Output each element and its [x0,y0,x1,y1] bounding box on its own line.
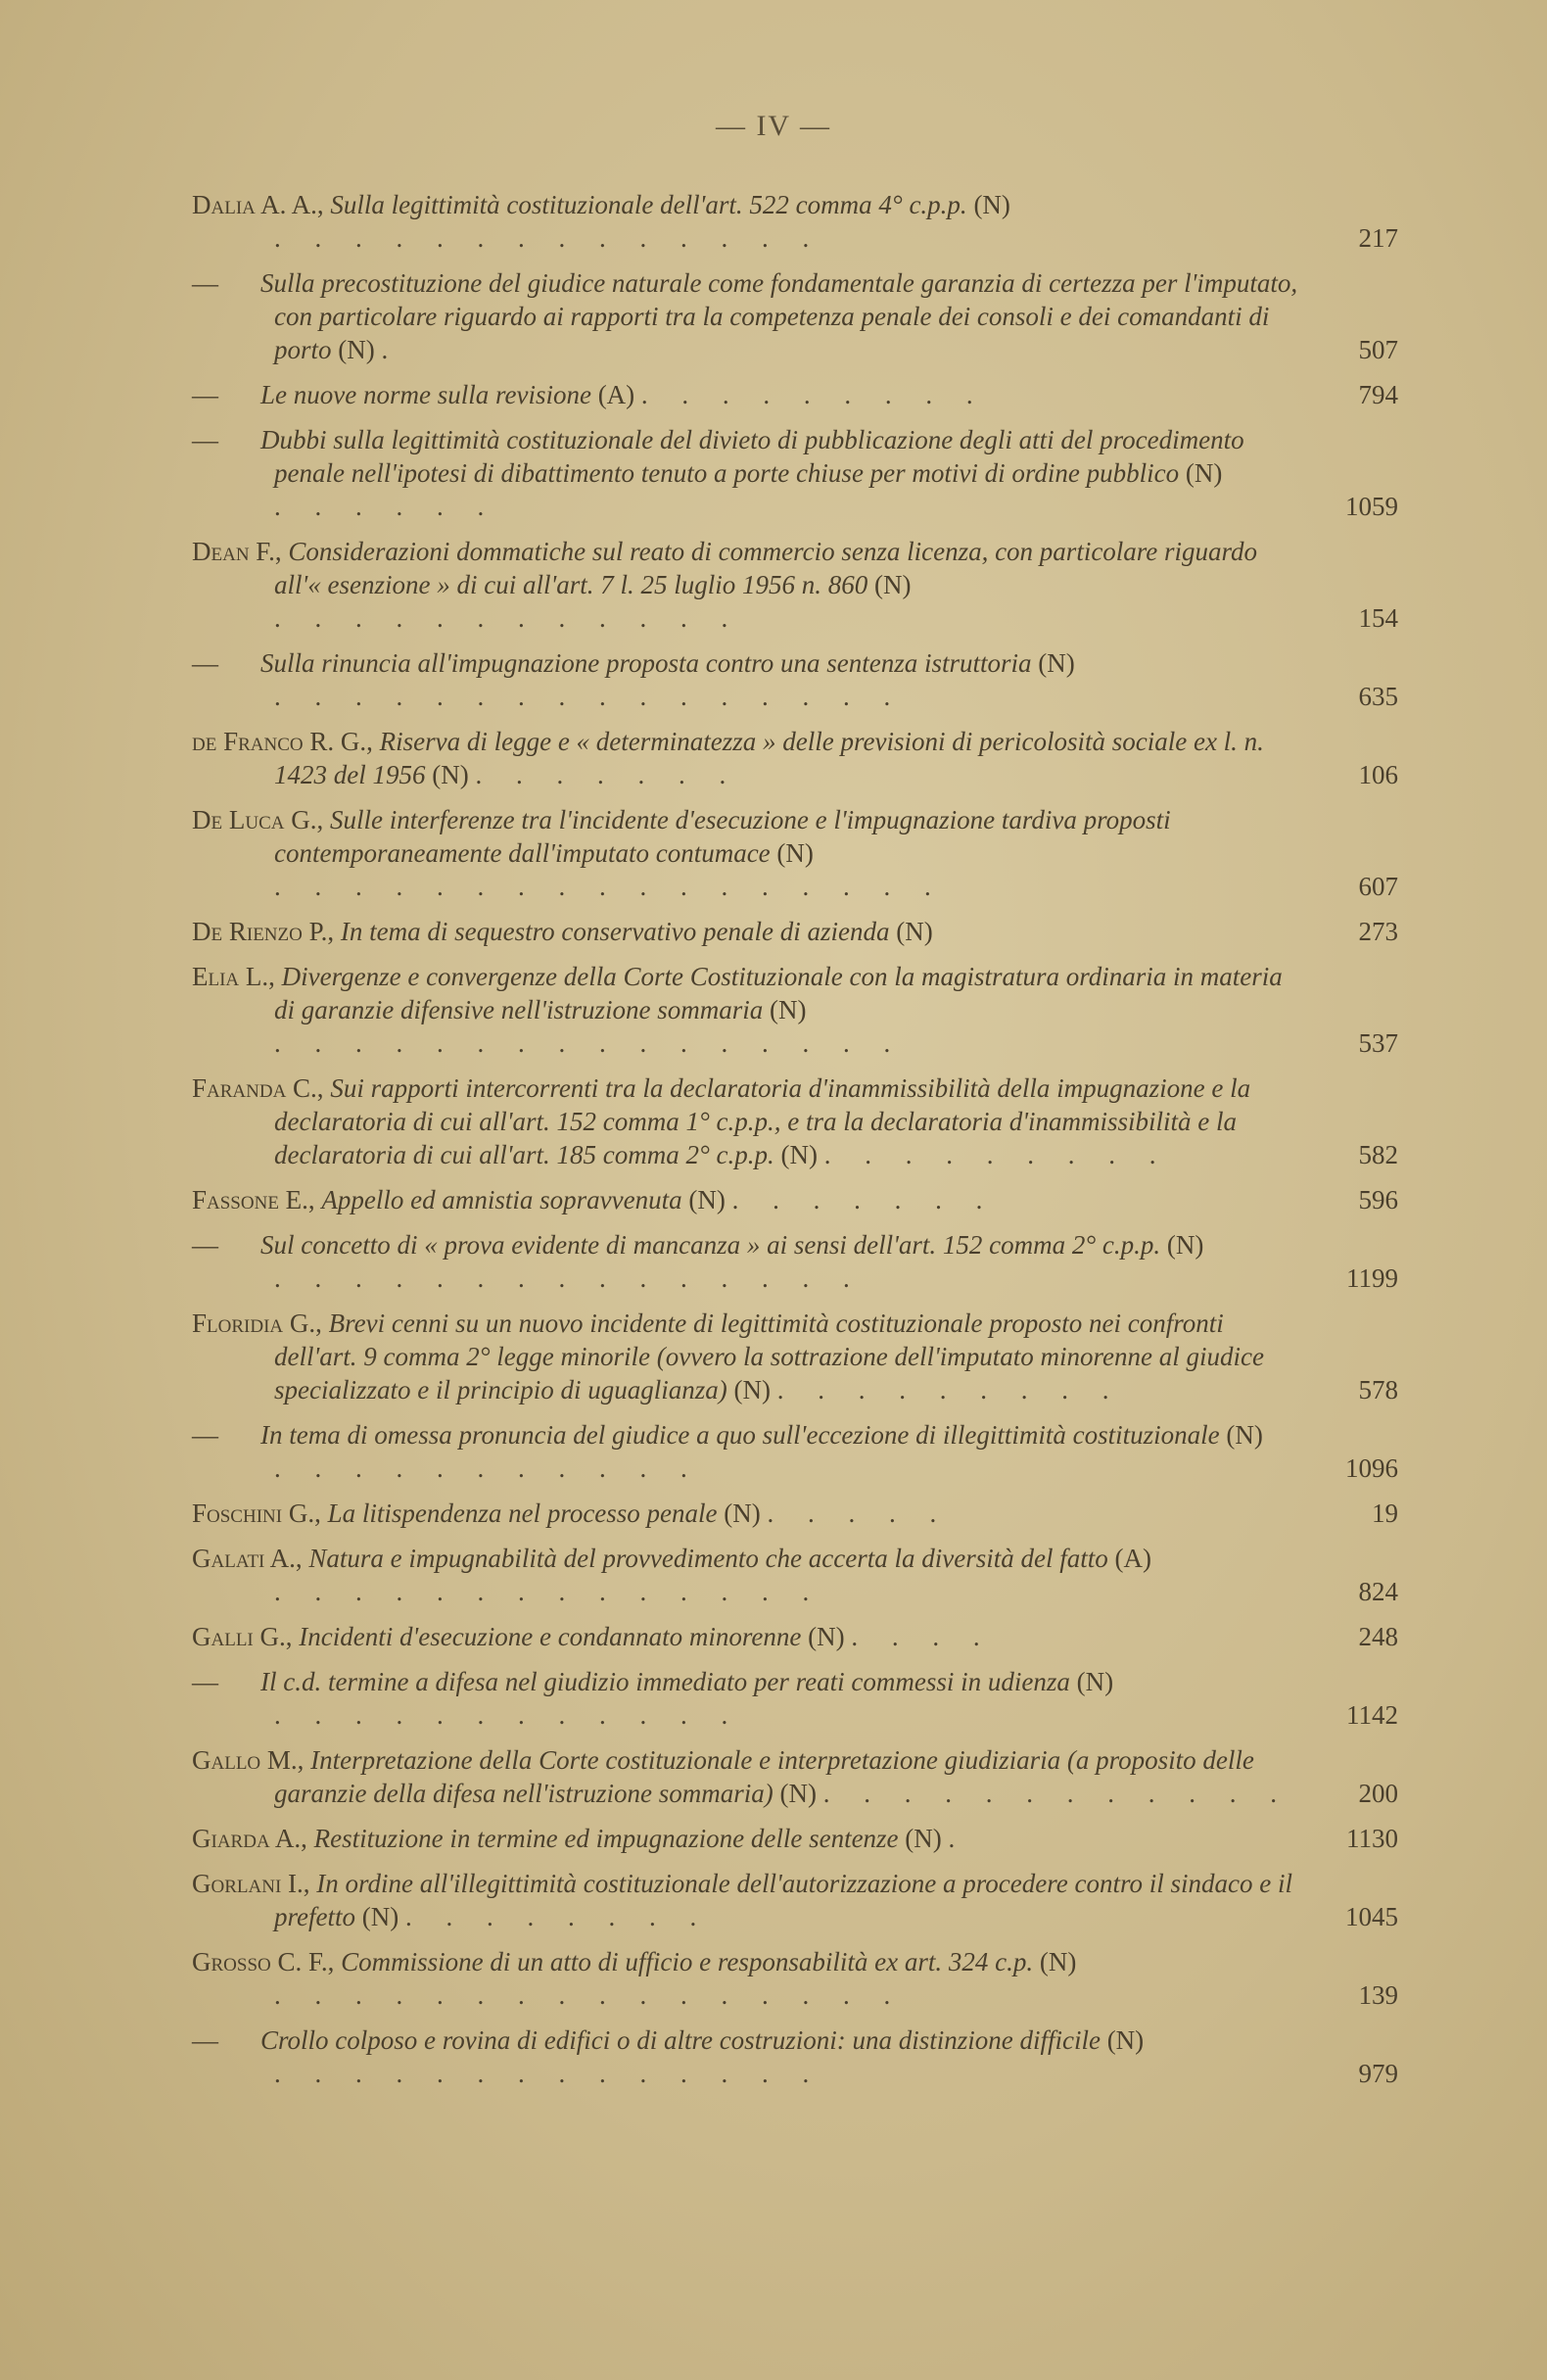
entry-type: (N) [724,1499,761,1528]
entry-page: 1045 [1345,1902,1398,1931]
entry-title: In tema di omessa pronuncia del giudice a quo sull'eccezione di illegittimità costituzionale [260,1420,1220,1450]
entry-type: (N) [770,995,807,1024]
index-entry [192,1183,1398,1216]
entry-author: Dalia A. A., [192,190,324,219]
index-entry [192,378,1398,411]
entry-title: In ordine all'illegittimità costituzionale dell'autorizzazione a procedere contro il sindaco e il prefetto [274,1869,1292,1931]
entry-page: 1142 [1346,1700,1398,1730]
dot-leader: . . . . . . . . . . . . . . [274,223,823,253]
dot-leader: . . . . . . . . . . . [274,1453,701,1483]
index-entry [192,803,1398,903]
dot-leader: . . . . . . . . . . . . . . . . [274,1028,905,1058]
dot-leader: . . . . . . . . . . . . [274,1700,742,1730]
index-entry [192,915,1398,948]
dot-leader: . . . . . . . . . . . . . . . . [274,1980,905,2010]
entry-type: (N) [779,1779,817,1808]
dot-leader: . . . . . . . [475,760,740,789]
entry-title: Divergenze e convergenze della Corte Costituzionale con la magistratura ordinaria in materia di garanzie difensive nell'istruzione sommaria [274,962,1283,1024]
entry-page: 139 [1358,1980,1398,2010]
entry-author: De Luca G., [192,805,324,834]
dot-leader: . . . . . . . . . . . . . . [274,1577,823,1606]
entry-page: 607 [1358,872,1398,901]
entry-page: 578 [1358,1375,1398,1404]
entry-author: — [192,2025,218,2055]
index-entry [192,725,1398,791]
index-entry [192,1867,1398,1933]
index-entry [192,1307,1398,1406]
entry-title: Commissione di un atto di ufficio e responsabilità ex art. 324 c.p. [341,1947,1034,1976]
entry-title: Le nuove norme sulla revisione [260,380,591,409]
dot-leader: . [948,1824,969,1853]
entry-title: Restituzione in termine ed impugnazione delle sentenze [313,1824,899,1853]
entry-author: Elia L., [192,962,275,991]
entry-author: — [192,380,218,409]
entry-author: De Rienzo P., [192,917,335,946]
dot-leader: . . . . . . . . [404,1902,711,1931]
entry-page: 537 [1358,1028,1398,1058]
entry-author: Gallo M., [192,1745,305,1775]
entry-author: Floridia G., [192,1309,322,1338]
entry-title: Sulla legittimità costituzionale dell'art. 522 comma 4° c.p.p. [330,190,967,219]
entry-title: Natura e impugnabilità del provvedimento che accerta la diversità del fatto [308,1544,1108,1573]
entry-author: — [192,1230,218,1260]
dot-leader: . . . . . . [274,492,498,521]
entry-type: (N) [780,1140,819,1169]
dot-leader: . . . . . . . . . [823,1140,1170,1169]
entry-page: 635 [1358,682,1398,711]
index-entry [192,1228,1398,1295]
entry-title: Sulle interferenze tra l'incidente d'esecuzione e l'impugnazione tardiva proposti contemporaneamente dall'imputato contumace [274,805,1171,868]
dot-leader: . . . . . [767,1499,951,1528]
index-entry [192,188,1398,255]
entry-page: 1059 [1345,492,1398,521]
dot-leader: . . . . . . . [731,1185,997,1214]
entry-page: 248 [1358,1622,1398,1651]
entry-page: 106 [1358,760,1398,789]
entry-author: — [192,1420,218,1450]
entry-author: Galati A., [192,1544,303,1573]
entry-title: Sulla precostituzione del giudice naturale come fondamentale garanzia di certezza per l'imputato, con particolare riguardo ai rapporti tra la competenza penale dei consoli e dei comandanti di porto [260,268,1298,364]
entry-type: (N) [361,1902,399,1931]
entry-title: Interpretazione della Corte costituzionale e interpretazione giudiziaria (a proposito delle garanzie della difesa nell'istruzione sommaria) [274,1745,1254,1808]
entry-type: (N) [776,838,814,868]
entry-type: (N) [874,570,912,599]
entry-author: — [192,425,218,454]
entry-type: (N) [1106,2025,1145,2055]
index-entry [192,1822,1398,1855]
index-entry [192,2023,1398,2090]
entry-title: Considerazioni dommatiche sul reato di commercio senza licenza, con particolare riguardo all'« esenzione » di cui all'art. 7 l. 25 luglio 1956 n. 860 [274,537,1258,599]
dot-leader: . . . . . . . . . [776,1375,1123,1404]
index-entry [192,646,1398,713]
index-entry [192,1542,1398,1608]
entry-author: Giarda A., [192,1824,307,1853]
index-entry [192,1665,1398,1732]
entry-page: 200 [1358,1779,1398,1808]
index-entry [192,535,1398,635]
entry-page: 979 [1358,2059,1398,2088]
entry-title: Sulla rinuncia all'impugnazione proposta contro una sentenza istruttoria [260,648,1032,678]
entry-page: 1096 [1345,1453,1398,1483]
dot-leader: . . . . [851,1622,994,1651]
entry-page: 217 [1358,223,1398,253]
entry-author: — [192,268,218,298]
index-entry [192,1743,1398,1810]
entry-type: (N) [338,335,375,364]
entry-page: 1199 [1346,1263,1398,1293]
index-entry [192,1945,1398,2012]
entry-author: Galli G., [192,1622,293,1651]
entry-author: Gorlani I., [192,1869,310,1898]
entry-title: In tema di sequestro conservativo penale di azienda [340,917,890,946]
entry-title: Riserva di legge e « determinatezza » delle previsioni di pericolosità sociale ex l. n. 1423 del 1956 [274,727,1264,789]
dot-leader: . . . . . . . . . [640,380,987,409]
entry-title: Brevi cenni su un nuovo incidente di legittimità costituzionale proposto nei confronti dell'art. 9 comma 2° legge minorile (ovvero la sottrazione dell'imputato minorenne al giudice specializzato e il principio di uguaglianza) [274,1309,1264,1404]
entry-title: La litispendenza nel processo penale [327,1499,718,1528]
entry-type: (N) [1076,1667,1114,1696]
dot-leader: . . . . . . . . . . . . [274,603,742,633]
dot-leader: . . . . . . . . . . . . . . [274,2059,823,2088]
entry-type: (N) [896,917,933,946]
entry-author: — [192,648,218,678]
index-entry [192,1497,1398,1530]
entry-type: (N) [905,1824,942,1853]
entry-title: Sul concetto di « prova evidente di mancanza » ai sensi dell'art. 152 comma 2° c.p.p. [260,1230,1161,1260]
index-entry [192,960,1398,1060]
entry-type: (N) [432,760,469,789]
entry-author: Grosso C. F., [192,1947,335,1976]
dot-leader: . . . . . . . . . . . . [822,1779,1290,1808]
entry-page: 824 [1358,1577,1398,1606]
entry-title: Appello ed amnistia sopravvenuta [321,1185,682,1214]
entry-page: 507 [1358,335,1398,364]
entry-title: Crollo colposo e rovina di edifici o di altre costruzioni: una distinzione difficile [260,2025,1101,2055]
entry-type: (A) [1114,1544,1151,1573]
entry-page: 1130 [1346,1824,1398,1853]
entry-type: (A) [597,380,635,409]
entry-type: (N) [1226,1420,1263,1450]
entry-type: (N) [688,1185,726,1214]
entry-type: (N) [1038,648,1075,678]
index-entry [192,1620,1398,1653]
entry-type: (N) [1039,1947,1077,1976]
index-entry [192,266,1398,366]
entry-page: 596 [1358,1185,1398,1214]
index-entry [192,1071,1398,1171]
entry-type: (N) [1166,1230,1204,1260]
dot-leader: . . . . . . . . . . . . . . . . [274,682,905,711]
entry-title: Il c.d. termine a difesa nel giudizio immediato per reati commessi in udienza [260,1667,1070,1696]
entry-type: (N) [733,1375,771,1404]
entry-author: Fassone E., [192,1185,315,1214]
entry-author: Foschini G., [192,1499,321,1528]
dot-leader: . . . . . . . . . . . . . . . [274,1263,864,1293]
entry-page: 154 [1358,603,1398,633]
entry-type: (N) [1185,458,1223,488]
entry-author: Faranda C., [192,1073,324,1103]
entry-author: de Franco R. G., [192,727,373,756]
dot-leader: . . . . . . . . . . . . . . . . . [274,872,945,901]
entry-type: (N) [808,1622,845,1651]
entry-type: (N) [973,190,1010,219]
entry-page: 794 [1358,380,1398,409]
index-entries [192,188,1398,2102]
index-entry [192,1418,1398,1485]
page-number-header: — IV — [715,110,832,142]
entry-author: Dean F., [192,537,282,566]
entry-page: 273 [1358,917,1398,946]
entry-author: — [192,1667,218,1696]
entry-page: 582 [1358,1140,1398,1169]
index-entry [192,423,1398,523]
entry-title: Sui rapporti intercorrenti tra la declaratoria d'inammissibilità della impugnazione e la declaratoria di cui all'art. 152 comma 1° c.p.p., e tra la declaratoria d'inammissibilità e la declaratoria di cui all'art. 185 comma 2° c.p.p. [274,1073,1251,1169]
dot-leader: . [381,335,402,364]
entry-page: 19 [1372,1499,1398,1528]
entry-title: Dubbi sulla legittimità costituzionale del divieto di pubblicazione degli atti del procedimento penale nell'ipotesi di dibattimento tenuto a porte chiuse per motivi di ordine pubblico [260,425,1244,488]
entry-title: Incidenti d'esecuzione e condannato minorenne [299,1622,802,1651]
